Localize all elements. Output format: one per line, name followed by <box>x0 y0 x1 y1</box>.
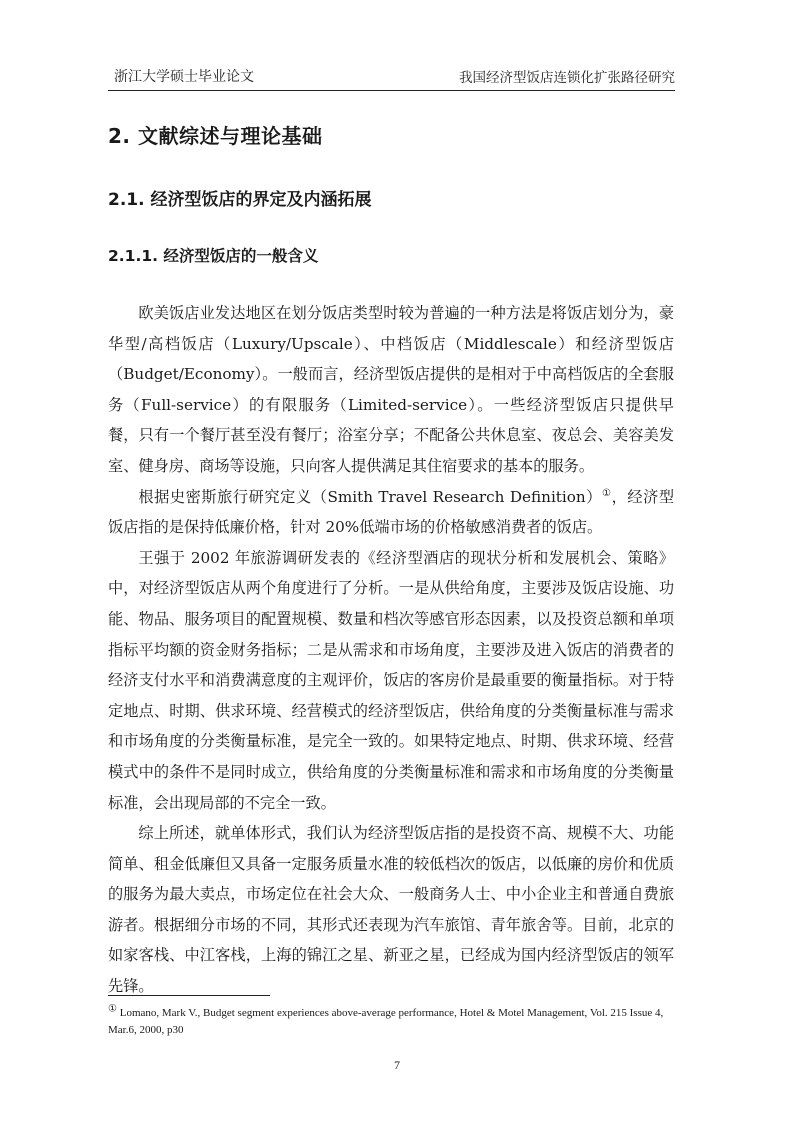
footnote <box>108 1005 672 1039</box>
paragraph: 王强于 2002 年旅游调研发表的《经济型酒店的现状分析和发展机会、策略》中，对经济型饭店从两个角度进行了分析。一是从供给角度，主要涉及饭店设施、功能、物品、服务项目的配置规模、数量和档次等感官形态因素，以及投资总额和单项指标平均额的资金财务指标；二是从需求和市场角度，主要涉及进入饭店的消费者的经济支付水平和消费满意度的主观评价，饭店的客房价是最重要的衡量指标。对于特定地点、时期、供求环境、经营模式的经济型饭店，供给角度的分类衡量标准与需求和市场角度的分类衡量标准，是完全一致的。如果特定地点、时期、供求环境、经营模式中的条件不是同时成立，供给角度的分类衡量标准和需求和市场角度的分类衡量标准，会出现局部的不完全一致。 <box>108 548 674 812</box>
chapter-heading: 2. 文献综述与理论基础 <box>108 124 323 148</box>
paragraph: 综上所述，就单体形式，我们认为经济型饭店指的是投资不高、规模不大、功能简单、租金低廉但又具备一定服务质量水准的较低档次的饭店，以低廉的房价和优质的服务为最大卖点，市场定位在社会大众、一般商务人士、中小企业主和普通自费旅游者。根据细分市场的不同，其形式还表现为汽车旅馆、青年旅舍等。目前，北京的如家客栈、中江客栈，上海的锦江之星、新亚之星，已经成为国内经济型饭店的领军先锋。 <box>108 824 674 996</box>
section-heading: 2.1. 经济型饭店的界定及内涵拓展 <box>108 190 372 210</box>
footnote-reference[interactable]: ① <box>602 487 612 499</box>
page-number: 7 <box>394 1058 400 1072</box>
body-text <box>108 298 674 1002</box>
paragraph-text: ，经济型饭店指的是保持低廉价格，针对 20%低端市场的价格敏感消费者的饭店。 <box>108 487 675 537</box>
paragraph: 欧美饭店业发达地区在划分饭店类型时较为普遍的一种方法是将饭店划分为，豪华型/高档饭店（Luxury/Upscale）、中档饭店（Middlescale）和经济型饭店（Budget/Economy）。一般而言，经济型饭店提供的是相对于中高档饭店的全套服务（Full-service）的有限服务（Limited-service）。一些经济型饭店只提供早餐，只有一个餐厅甚至没有餐厅；浴室分享；不配备公共休息室、夜总会、美容美发室、健身房、商场等设施，只向客人提供满足其住宿要求的基本的服务。 <box>108 304 674 475</box>
subsection-heading: 2.1.1. 经济型饭店的一般含义 <box>108 247 319 265</box>
footnote-divider <box>108 995 270 996</box>
header-thesis-label: 浙江大学硕士毕业论文 <box>114 69 254 85</box>
footnote-marker: ① <box>108 1003 117 1015</box>
paragraph-with-footnote <box>108 482 674 543</box>
running-header <box>108 68 675 91</box>
paragraph-text: 根据史密斯旅行研究定义（Smith Travel Research Definition） <box>138 487 603 506</box>
header-thesis-title: 我国经济型饭店连锁化扩张路径研究 <box>459 70 675 86</box>
footnote-text: Lomano, Mark V., Budget segment experiences above-average performance, Hotel & Motel Management, Vol. 215 Issue 4, Mar.6, 2000, p30 <box>108 1007 664 1036</box>
